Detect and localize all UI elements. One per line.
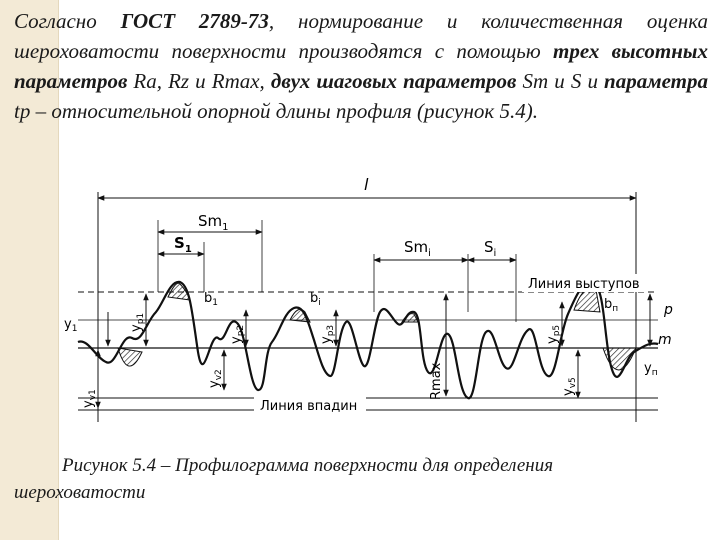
label-l: l — [364, 175, 369, 194]
main-paragraph — [14, 6, 708, 126]
label-yn: $y_п$ — [644, 361, 658, 378]
text-fragment: tp – относительной опорной длины профиля (рисунок 5.4). — [14, 99, 538, 123]
label-bn: $b_п$ — [604, 297, 619, 314]
label-yp1: $y_{p1}$ — [129, 312, 146, 332]
text-fragment: Ra, Rz и Rmax, — [127, 69, 271, 93]
label-sm1: $Sm_1$ — [198, 212, 229, 233]
label-rmax: Rmax — [429, 362, 444, 400]
label-yv2: $y_{v2}$ — [207, 369, 224, 388]
text-fragment: Согласно — [14, 9, 121, 33]
gost-reference: ГОСТ 2789-73 — [120, 9, 269, 33]
label-m: m — [658, 332, 672, 348]
label-bi: $b_i$ — [310, 291, 321, 308]
caption-line-2: шероховатости — [14, 482, 146, 503]
step-params-term: двух шаговых параметров — [270, 69, 517, 93]
profilogram-figure — [58, 162, 698, 440]
label-valleys-line: Линия впадин — [260, 399, 358, 414]
label-yp2: $y_{p2}$ — [229, 324, 246, 344]
label-p: p — [664, 302, 673, 318]
label-s1: $S_1$ — [174, 234, 192, 255]
text-fragment: Sm и S и — [516, 69, 605, 93]
label-yv1: $y_{v1}$ — [81, 389, 98, 408]
label-y1: $y_1$ — [64, 317, 78, 334]
caption-line-1: Рисунок 5.4 – Профилограмма поверхности для определения — [62, 455, 554, 476]
figure-caption — [14, 452, 708, 506]
label-peaks-line: Линия выступов — [528, 277, 640, 292]
param-term: параметра — [604, 69, 708, 93]
label-smi: $Sm_i$ — [404, 238, 431, 259]
label-yv5: $y_{v5}$ — [561, 377, 578, 396]
hatched-valley-1 — [118, 348, 142, 366]
label-b1: $b_1$ — [204, 291, 218, 308]
label-yp5: $y_{p5}$ — [545, 324, 562, 344]
text-fragment: , нормирование и количественная оценка шероховатости поверхности производятся с помощью — [14, 9, 708, 63]
label-si: $S_i$ — [484, 238, 497, 259]
profilogram-diagram — [58, 162, 698, 440]
label-yp3: $y_{p3}$ — [319, 324, 336, 344]
height-params-term: трех высотных параметров — [14, 39, 708, 93]
